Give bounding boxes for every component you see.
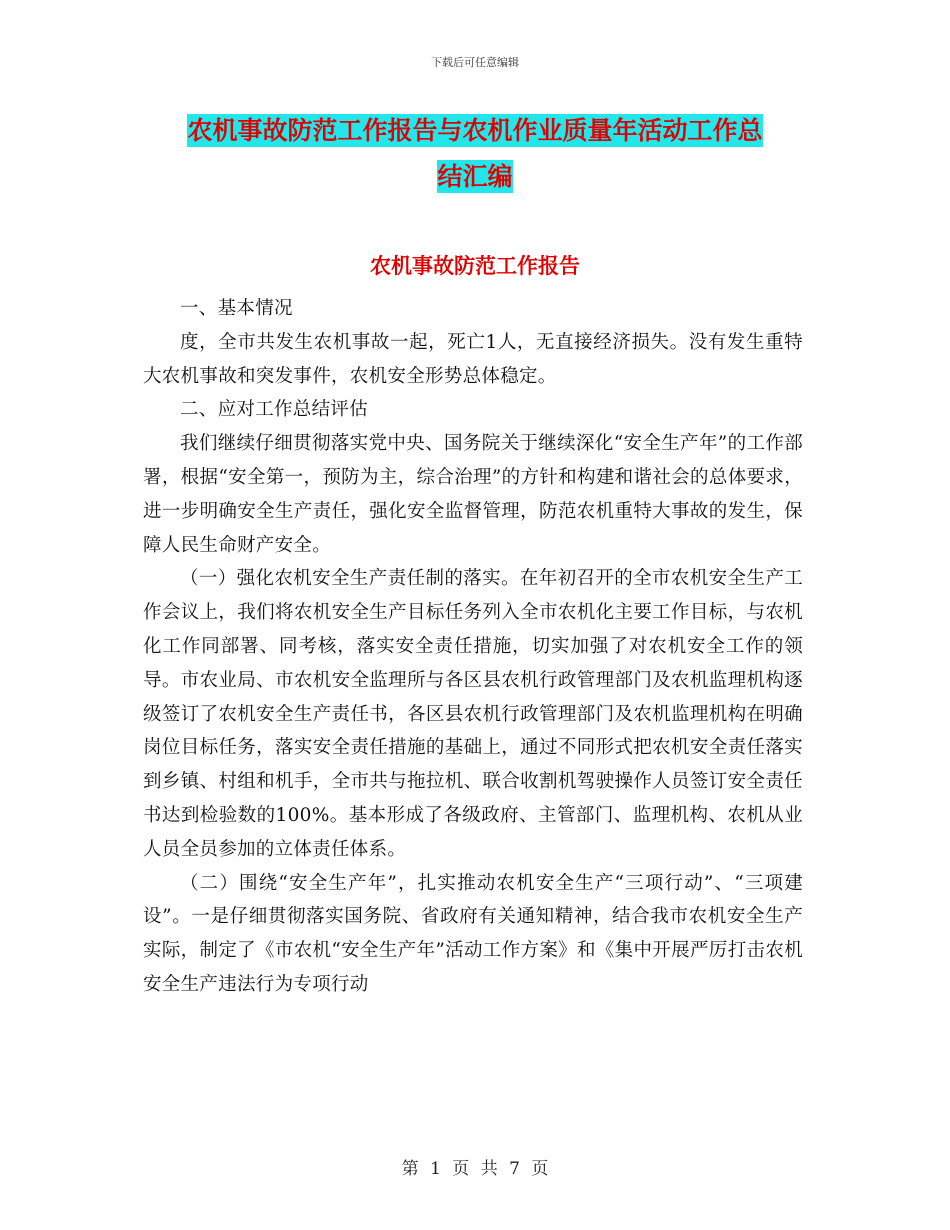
document-title xyxy=(140,108,810,200)
title-line-2: 结汇编 xyxy=(437,162,513,191)
title-line-1: 农机事故防范工作报告与农机作业质量年活动工作总 xyxy=(187,116,763,145)
heading-response-summary: 二、应对工作总结评估 xyxy=(180,399,369,421)
section-title: 农机事故防范工作报告 xyxy=(370,253,580,278)
paragraph: （一）强化农机安全生产责任制的落实。在年初召开的全市农机安全生产工作会议上，我们将农机安全生产目标任务列入全市农机化主要工作目标，与农机化工作同部署、同考核，落实安全责任措施，切实加强了对农机安全工作的领导。市农业局、市农机安全监理所与各区县农机行政管理部门及农机监理机构逐级签订了农机安全生产责任书，各区县农机行政管理部门及农机监理机构在明确岗位目标任务，落实安全责任措施的基础上，通过不同形式把农机安全责任落实到乡镇、村组和机手，全市共与拖拉机、联合收割机驾驶操作人员签订安全责任书达到检验数的100%。基本形成了各级政府、主管部门、监理机构、农机从业人员全员参加的立体责任体系。 xyxy=(143,568,803,860)
paragraph: （二）围绕“安全生产年”，扎实推动农机安全生产“三项行动”、“三项建设”。一是仔细贯彻落实国务院、省政府有关通知精神，结合我市农机安全生产实际，制定了《市农机“安全生产年”活动工作方案》和《集中开展严厉打击农机安全生产违法行为专项行动 xyxy=(143,872,803,995)
page-footer: 第 1 页 共 7 页 xyxy=(401,1159,549,1179)
paragraph: 我们继续仔细贯彻落实党中央、国务院关于继续深化“安全生产年”的工作部署，根据“安全第一，预防为主，综合治理”的方针和构建和谐社会的总体要求，进一步明确安全生产责任，强化安全监督管理，防范农机重特大事故的发生，保障人民生命财产安全。 xyxy=(143,433,803,556)
heading-basic-situation: 一、基本情况 xyxy=(180,298,293,319)
header-note: 下载后可任意编辑 xyxy=(431,56,519,69)
paragraph: 度，全市共发生农机事故一起，死亡1人，无直接经济损失。没有发生重特大农机事故和突发事件，农机安全形势总体稳定。 xyxy=(143,331,803,387)
body-text xyxy=(143,292,803,1002)
